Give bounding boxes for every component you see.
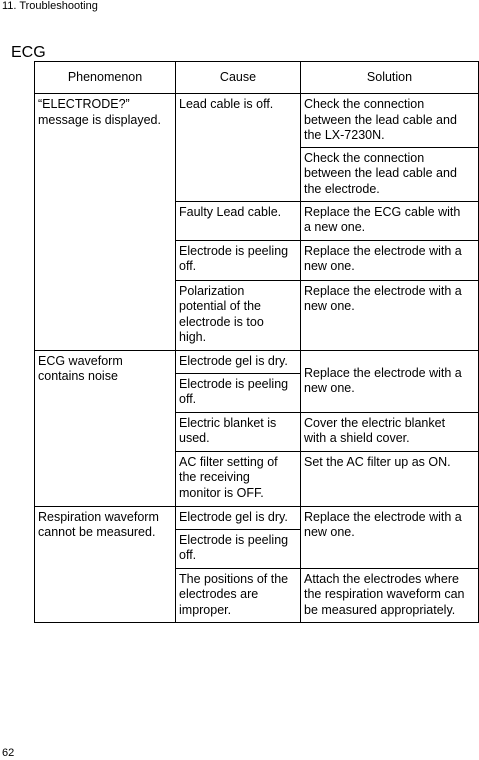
solution-cell: Replace the ECG cable with a new one.	[301, 201, 479, 240]
cause-cell: AC filter setting of the receiving monitor is OFF.	[176, 451, 301, 506]
phenomenon-cell: “ELECTRODE?” message is displayed.	[35, 94, 176, 351]
cause-cell: Polarization potential of the electrode is too high.	[176, 280, 301, 350]
cause-cell: Lead cable is off.	[176, 94, 301, 202]
solution-cell: Replace the electrode with a new one.	[301, 350, 479, 412]
cause-cell: Electrode is peeling off.	[176, 529, 301, 568]
solution-cell: Attach the electrodes where the respiration waveform can be measured appropriately.	[301, 568, 479, 622]
cause-cell: Electric blanket is used.	[176, 412, 301, 451]
table-row	[35, 350, 479, 373]
running-header	[2, 0, 98, 12]
column-header-cause: Cause	[176, 62, 301, 94]
cause-cell: The positions of the electrodes are improper.	[176, 568, 301, 622]
phenomenon-cell: ECG waveform contains noise	[35, 350, 176, 506]
cause-cell: Electrode gel is dry.	[176, 350, 301, 373]
column-header-solution: Solution	[301, 62, 479, 94]
page-number: 62	[2, 747, 15, 759]
table-header-row	[35, 62, 479, 94]
cause-cell: Electrode is peeling off.	[176, 373, 301, 412]
solution-cell: Replace the electrode with a new one.	[301, 240, 479, 280]
column-header-phenomenon: Phenomenon	[35, 62, 176, 94]
cause-cell: Electrode gel is dry.	[176, 506, 301, 529]
phenomenon-cell: Respiration waveform cannot be measured.	[35, 506, 176, 622]
table-row	[35, 94, 479, 148]
table-row	[35, 506, 479, 529]
solution-cell: Set the AC filter up as ON.	[301, 451, 479, 506]
solution-cell: Cover the electric blanket with a shield cover.	[301, 412, 479, 451]
solution-cell: Check the connection between the lead cable and the electrode.	[301, 147, 479, 201]
troubleshooting-table	[34, 61, 479, 623]
solution-cell: Replace the electrode with a new one.	[301, 506, 479, 568]
cause-cell: Faulty Lead cable.	[176, 201, 301, 240]
solution-cell: Check the connection between the lead cable and the LX-7230N.	[301, 94, 479, 148]
cause-cell: Electrode is peeling off.	[176, 240, 301, 280]
section-title: ECG	[11, 44, 46, 61]
running-header-text: 11. Troubleshooting	[2, 0, 98, 12]
solution-cell: Replace the electrode with a new one.	[301, 280, 479, 350]
